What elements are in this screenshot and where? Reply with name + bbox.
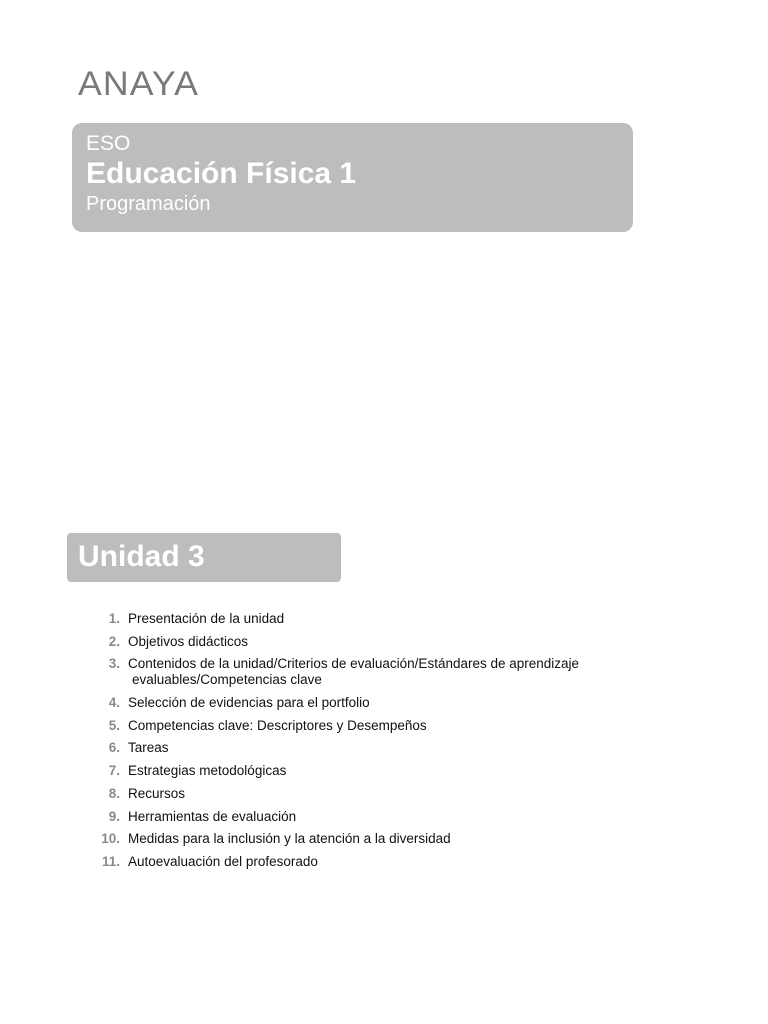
table-of-contents: [92, 611, 652, 877]
toc-item: [92, 763, 652, 779]
toc-item: [92, 656, 652, 688]
toc-item: [92, 831, 652, 847]
toc-item: [92, 854, 652, 870]
publisher-logo-text: ANAYA: [78, 65, 199, 103]
toc-item-text: Autoevaluación del profesorado: [128, 853, 318, 869]
toc-item: [92, 718, 652, 734]
book-title: Educación Física 1: [86, 157, 357, 190]
unit-banner: [67, 533, 341, 582]
toc-item-number: 11.: [101, 853, 120, 869]
toc-item-number: 9.: [108, 808, 120, 824]
toc-item-text: Medidas para la inclusión y la atención a la diversidad: [128, 831, 451, 847]
toc-item-text: Objetivos didácticos: [128, 633, 249, 649]
toc-item: [92, 786, 652, 802]
toc-item: [92, 809, 652, 825]
toc-item-text-continuation: evaluables/Competencias clave: [132, 672, 322, 688]
toc-item-number: 8.: [108, 785, 120, 801]
unit-title: Unidad 3: [78, 540, 205, 573]
toc-item-text: Herramientas de evaluación: [128, 808, 297, 824]
toc-item: [92, 611, 652, 627]
toc-item-text: Contenidos de la unidad/Criterios de evaluación/Estándares de aprendizaje: [128, 656, 580, 672]
toc-item-number: 10.: [101, 831, 120, 847]
education-level: ESO: [86, 132, 131, 155]
toc-item: [92, 634, 652, 650]
publisher-logo: [78, 66, 208, 102]
toc-item-number: 3.: [108, 656, 120, 672]
toc-item-number: 5.: [108, 717, 120, 733]
toc-item-text: Recursos: [128, 785, 186, 801]
book-subtitle: Programación: [86, 193, 211, 215]
toc-item-number: 1.: [108, 611, 120, 626]
toc-item: [92, 740, 652, 756]
toc-item-text: Tareas: [128, 740, 169, 756]
toc-item: [92, 695, 652, 711]
toc-item-text: Estrategias metodológicas: [128, 763, 287, 779]
toc-item-text: Selección de evidencias para el portfolio: [128, 695, 370, 711]
toc-item-text: Presentación de la unidad: [128, 611, 285, 626]
toc-item-number: 2.: [108, 633, 120, 649]
toc-item-number: 6.: [108, 740, 120, 756]
toc-item-number: 4.: [108, 695, 120, 711]
title-banner: [72, 123, 633, 232]
toc-item-text: Competencias clave: Descriptores y Desempeños: [128, 717, 427, 733]
toc-item-number: 7.: [108, 763, 120, 779]
